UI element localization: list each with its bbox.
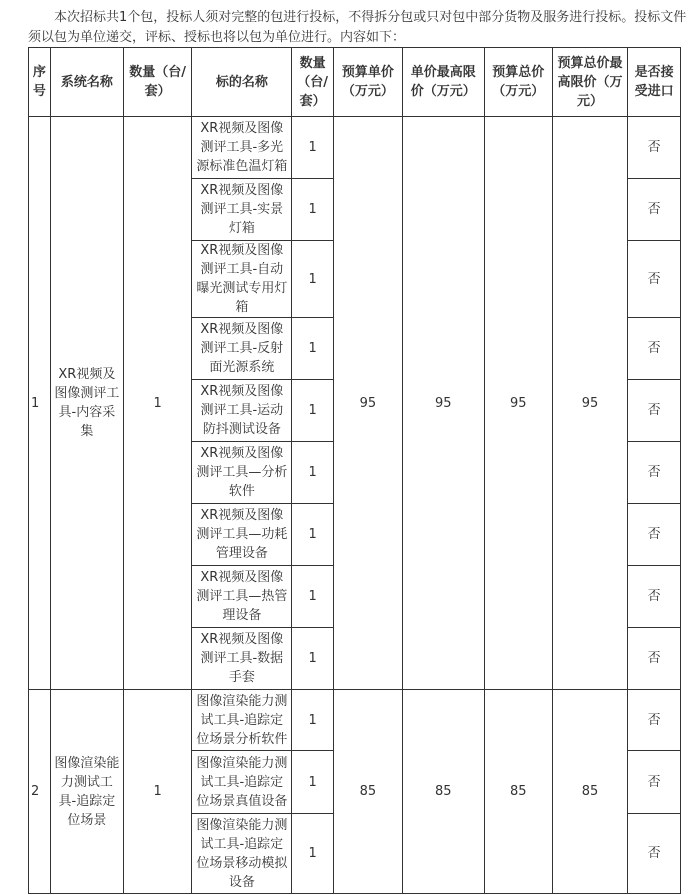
item-qty: 1	[292, 380, 333, 442]
header-unit-max: 单价最高限价（万元）	[403, 48, 485, 117]
item-name: XR视频及图像测评工具-自动曝光测试专用灯箱	[192, 241, 292, 318]
item-import: 否	[628, 442, 681, 504]
item-name: XR视频及图像测评工具-实景灯箱	[192, 179, 292, 241]
group-total-max: 85	[552, 690, 627, 894]
group-unit-max: 95	[403, 117, 485, 690]
item-import: 否	[628, 117, 681, 179]
item-import: 否	[628, 628, 681, 690]
group-seq: 1	[29, 117, 51, 690]
item-name: XR视频及图像测评工具-运动防抖测试设备	[192, 380, 292, 442]
item-import: 否	[628, 241, 681, 318]
item-name: XR视频及图像测评工具-数据手套	[192, 628, 292, 690]
item-import: 否	[628, 504, 681, 566]
item-name: 图像渲染能力测试工具-追踪定位场景分析软件	[192, 690, 292, 751]
item-qty: 1	[292, 751, 333, 814]
header-row	[29, 48, 681, 117]
header-unit-budget: 预算单价（万元）	[333, 48, 402, 117]
header-total-budget: 预算总价（万元）	[484, 48, 552, 117]
item-name: 图像渲染能力测试工具-追踪定位场景真值设备	[192, 751, 292, 814]
group-total-budget: 95	[484, 117, 552, 690]
item-import: 否	[628, 814, 681, 894]
item-name: 图像渲染能力测试工具-追踪定位场景移动模拟设备	[192, 814, 292, 894]
header-total-max: 预算总价最高限价（万元）	[552, 48, 627, 117]
header-item: 标的名称	[192, 48, 292, 117]
item-import: 否	[628, 179, 681, 241]
item-qty: 1	[292, 628, 333, 690]
item-import: 否	[628, 751, 681, 814]
group-unit-budget: 95	[333, 117, 402, 690]
header-seq: 序号	[29, 48, 51, 117]
item-qty: 1	[292, 814, 333, 894]
group-seq: 2	[29, 690, 51, 894]
group-system-name: 图像渲染能力测试工具-追踪定位场景	[50, 690, 123, 894]
group-system-qty: 1	[124, 117, 192, 690]
table-row	[29, 117, 681, 179]
item-qty: 1	[292, 566, 333, 628]
table-row	[29, 690, 681, 751]
item-qty: 1	[292, 504, 333, 566]
header-system-qty: 数量（台/套）	[124, 48, 192, 117]
procurement-table-wrapper	[28, 47, 681, 894]
procurement-table	[28, 47, 681, 894]
item-name: XR视频及图像测评工具—热管理设备	[192, 566, 292, 628]
header-system: 系统名称	[50, 48, 123, 117]
item-import: 否	[628, 380, 681, 442]
group-unit-budget: 85	[333, 690, 402, 894]
item-import: 否	[628, 690, 681, 751]
item-qty: 1	[292, 690, 333, 751]
item-qty: 1	[292, 241, 333, 318]
item-qty: 1	[292, 442, 333, 504]
group-unit-max: 85	[403, 690, 485, 894]
group-total-budget: 85	[484, 690, 552, 894]
intro-paragraph: 本次招标共1个包，投标人须对完整的包进行投标，不得拆分包或只对包中部分货物及服务进行投标。投标文件须以包为单位递交，评标、授标也将以包为单位进行。内容如下：	[28, 10, 687, 45]
item-qty: 1	[292, 318, 333, 380]
item-import: 否	[628, 318, 681, 380]
item-qty: 1	[292, 117, 333, 179]
item-import: 否	[628, 566, 681, 628]
item-name: XR视频及图像测评工具-反射面光源系统	[192, 318, 292, 380]
item-name: XR视频及图像测评工具—功耗管理设备	[192, 504, 292, 566]
item-name: XR视频及图像测评工具—分析软件	[192, 442, 292, 504]
header-import: 是否接受进口	[628, 48, 681, 117]
header-item-qty: 数量（台/套）	[292, 48, 333, 117]
group-system-qty: 1	[124, 690, 192, 894]
group-total-max: 95	[552, 117, 627, 690]
group-system-name: XR视频及图像测评工具-内容采集	[50, 117, 123, 690]
item-name: XR视频及图像测评工具-多光源标准色温灯箱	[192, 117, 292, 179]
item-qty: 1	[292, 179, 333, 241]
